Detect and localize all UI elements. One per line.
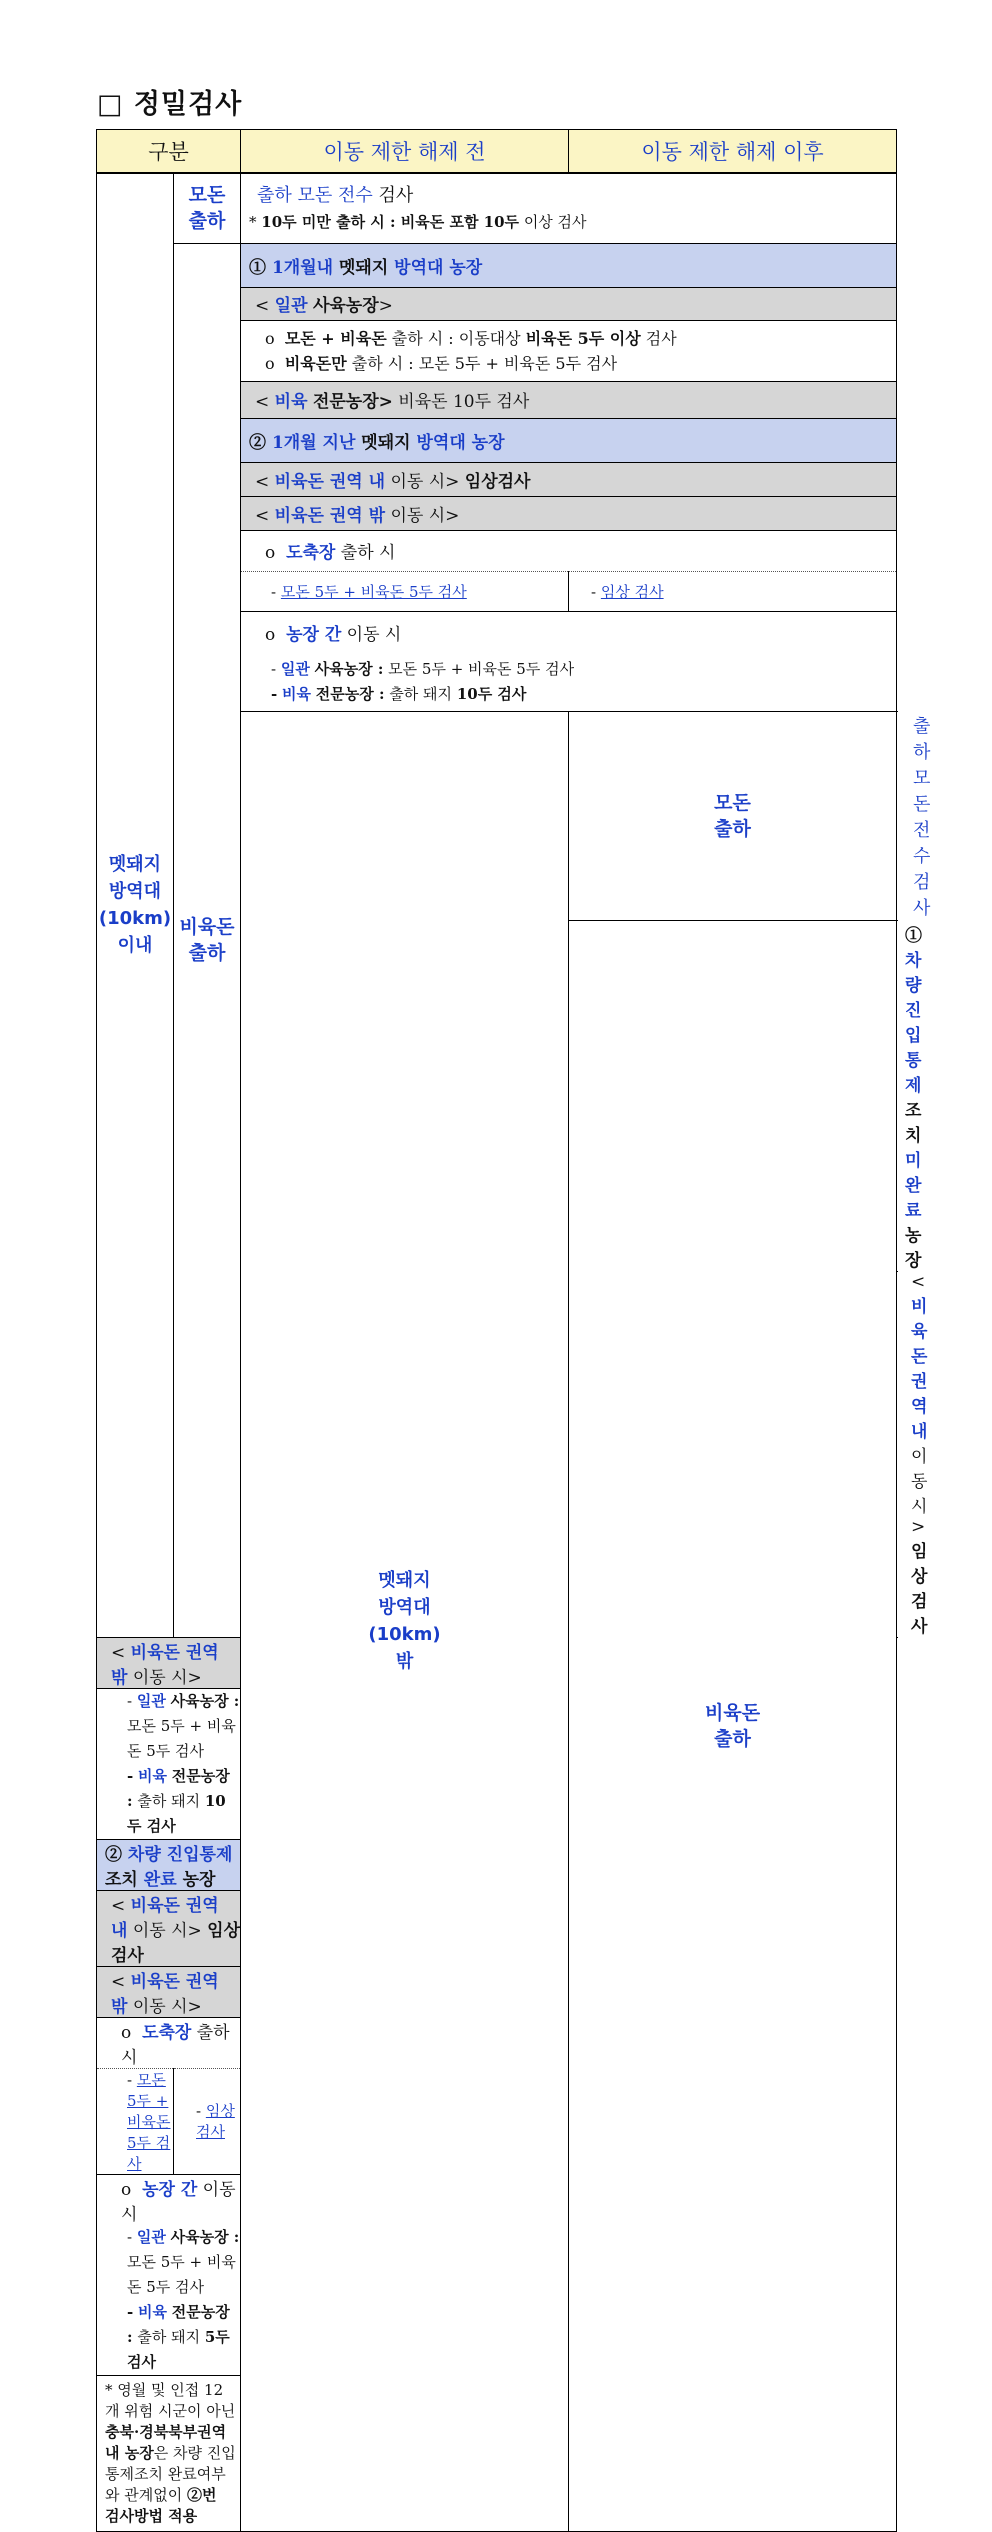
- outside-slaughter: o 도축장 출하 시: [97, 2017, 241, 2068]
- header-before: 이동 제한 해제 전: [241, 130, 569, 174]
- page-title: □ 정밀검사: [97, 89, 243, 120]
- outside-out-zone: < 비육돈 권역 밖 이동 시>: [97, 1637, 241, 1688]
- outside-in-zone-2: < 비육돈 권역 내 이동 시> 임상검사: [97, 1890, 241, 1966]
- outside-fattening-label: 비육돈 출하: [569, 920, 897, 2531]
- outside-out-zone-2: < 비육돈 권역 밖 이동 시>: [97, 1966, 241, 2017]
- zone-outside-label: 멧돼지 방역대 (10km) 밖: [241, 711, 569, 2531]
- inside-slaughter-before: - 모돈 5두 + 비육돈 5두 검사: [241, 571, 569, 611]
- inside-case1: ① 1개월내 멧돼지 방역대 농장: [241, 243, 897, 287]
- inside-slaughter-after: - 임상 검사: [569, 571, 897, 611]
- outside-slaughter-after: - 임상 검사: [174, 2068, 241, 2174]
- inside-sow-label: 모돈 출하: [174, 173, 241, 243]
- zone-inside-label: 멧돼지 방역대 (10km) 이내: [97, 173, 174, 1637]
- header-row: [97, 130, 897, 174]
- inside-fattening-label: 비육돈 출하: [174, 243, 241, 1637]
- inside-farm-move: o 농장 간 이동 시: [241, 611, 897, 654]
- inside-in-zone: < 비육돈 권역 내 이동 시> 임상검사: [241, 462, 897, 496]
- inside-specialized: < 비육 전문농장> 비육돈 10두 검사: [241, 381, 897, 418]
- outside-slaughter-before: - 모돈 5두 + 비육돈 5두 검사: [97, 2068, 174, 2174]
- header-category: 구분: [97, 130, 241, 174]
- inside-sow-content: 출하 모돈 전수 검사 * 10두 미만 출하 시 : 비육돈 포함 10두 이상 검사: [241, 173, 897, 243]
- outside-farm-move-body: - 일관 사육농장 : 모돈 5두 + 비육돈 5두 검사 - 비육 전문농장 : 출하 돼지 5두 검사: [97, 2225, 241, 2376]
- inside-farm-move-body: - 일관 사육농장 : 모돈 5두 + 비육돈 5두 검사 - 비육 전문농장 : 출하 돼지 10두 검사: [241, 654, 897, 711]
- inside-out-zone: < 비육돈 권역 밖 이동 시>: [241, 496, 897, 530]
- inspection-table: 구분 이동 제한 해제 전 이동 제한 해제 이후 멧돼지 방역대 (10km) 이내 모돈 출하 출하 모돈 전수 검사 * 10두 미만 출하 시 : 비육돈 포함 10두 이상 검사 비육돈 출하 ① 1개월내 멧돼지 방역대 농장 < 일관 사육농장> o 모돈 + 비육돈 출하 시 : 이동대상 비육돈 5두 이상 검사 o 비육돈만 출하 시 : 모돈 5두 + 비육돈 5두 검사 < 비육 전문농장> 비육돈 10두 검사 ② 1개월 지난 멧돼지 방역대 농장 < 비육돈 권역 내 이동 시> 임상검사 < 비육돈 권역 밖 이동 시> o 도축장 출하 시 - 모돈 5두 + 비육돈 5두 검사 - 임상 검사 o 농장 간 이동 시 - 일관 사육농장 : 모돈 5두 + 비육돈 5두 검사 - 비육 전문농장 : 출하 돼지 10두 검사 멧돼지 방역대 (10km) 밖 모돈 출하 출하 모돈 전수 검사 비육돈 출하 ① 차량 진입통제 조치 미 완료 농장 < 비육돈 권역 내 이동 시> 임상검사 < 비육돈 권역 밖 이동 시> - 일관 사육농장 : 모돈 5두 + 비육돈 5두 검사 - 비육 전문농장 : 출하 돼지 10두 검사 ② 차량 진입통제 조치 완료 농장 < 비육돈 권역 내 이동 시> 임상검사 < 비육돈 권역 밖 이동 시> o 도축장 출하 시 - 모돈 5두 + 비육돈 5두 검사 - 임상 검사 o 농장 간 이동 시 - 일관 사육농장 : 모돈 5두 + 비육돈 5두 검사 - 비육 전문농장 : 출하 돼지 5두 검사 * 영월 및 인접 12개 위험 시군이 아닌 충북·경북북부권역내 농장은 차량 진입통제조치 완료여부와 관계없이 ②번 검사방법 적용: [96, 129, 897, 2532]
- inside-integrated-header: < 일관 사육농장>: [241, 287, 897, 320]
- header-after: 이동 제한 해제 이후: [569, 130, 897, 174]
- outside-out-zone-body: - 일관 사육농장 : 모돈 5두 + 비육돈 5두 검사 - 비육 전문농장 : 출하 돼지 10두 검사: [97, 1688, 241, 1839]
- inside-case2: ② 1개월 지난 멧돼지 방역대 농장: [241, 418, 897, 462]
- outside-footnote: * 영월 및 인접 12개 위험 시군이 아닌 충북·경북북부권역내 농장은 차량 진입통제조치 완료여부와 관계없이 ②번 검사방법 적용: [97, 2375, 241, 2531]
- inside-slaughter: o 도축장 출하 시: [241, 530, 897, 571]
- outside-sow-label: 모돈 출하: [569, 711, 897, 920]
- outside-farm-move: o 농장 간 이동 시: [97, 2174, 241, 2225]
- outside-case2: ② 차량 진입통제 조치 완료 농장: [97, 1839, 241, 1890]
- inside-integrated-body: o 모돈 + 비육돈 출하 시 : 이동대상 비육돈 5두 이상 검사 o 비육돈만 출하 시 : 모돈 5두 + 비육돈 5두 검사: [241, 320, 897, 381]
